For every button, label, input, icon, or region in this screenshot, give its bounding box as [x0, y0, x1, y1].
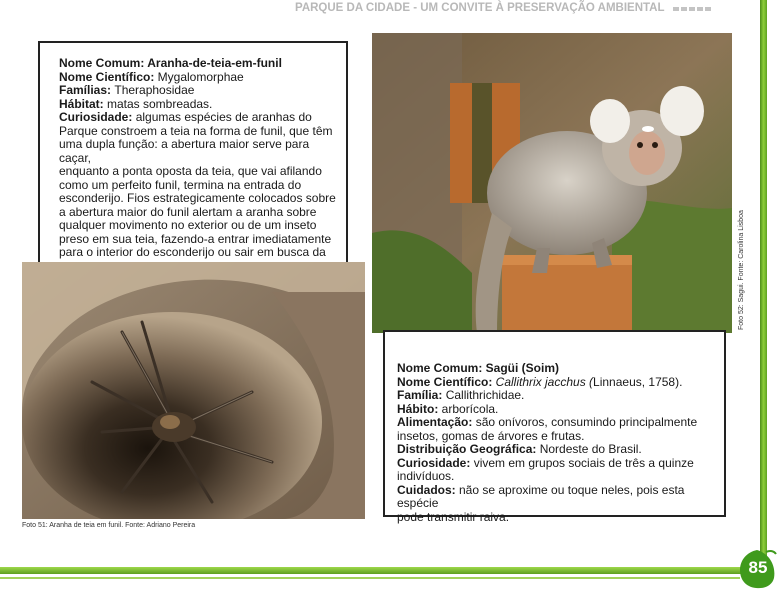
marmoset-common-name-label: Nome Comum: [397, 361, 486, 375]
spider-curiosity-line: algumas espécies de aranhas do [135, 110, 312, 124]
marmoset-common-name: Sagüi (Soim) [485, 361, 560, 375]
spider-curiosity-line: enquanto a ponta oposta da teia, que vai afilando [59, 164, 322, 178]
page-header-title: PARQUE DA CIDADE - UM CONVITE À PRESERVAÇÃO AMBIENTAL [295, 2, 665, 14]
header-dashes [673, 7, 713, 11]
spider-curiosity-line: como um perfeito funil, termina na entrada do [59, 177, 302, 192]
marmoset-family: Callithrichidae. [445, 388, 525, 402]
marmoset-curiosity: vivem em grupos sociais de três a quinze [473, 455, 694, 470]
marmoset-habit: arborícola. [441, 401, 499, 416]
marmoset-habit-label: Hábito: [397, 401, 442, 416]
marmoset-family-label: Família: [397, 388, 446, 402]
spider-curiosity-line: preso em sua teia, fazendo-a entrar imediatamente [59, 231, 332, 246]
spider-scientific-name: Mygalomorphae [157, 69, 244, 84]
spider-families-label: Famílias: [59, 83, 115, 97]
spider-curiosity-line: uma dupla função: a abertura maior serve para caçar, [59, 137, 310, 165]
spider-scientific-name-label: Nome Científico: [59, 69, 158, 84]
marmoset-distribution-label: Distribuição Geográfica: [397, 442, 540, 456]
spider-curiosity-line: Parque constroem a teia na forma de funil, que têm [59, 123, 333, 138]
spider-info-box [38, 41, 348, 265]
marmoset-scientific-name: Callithrix jacchus ( [495, 374, 594, 389]
page-number: 85 [748, 558, 768, 577]
spider-curiosity-line: para o interior do esconderijo ou sair em busca da [59, 245, 326, 259]
photo-52-caption: Foto 52: Sagui. Fonte: Carolina Lisboa [738, 210, 745, 330]
spider-common-name-label: Nome Comum: [59, 56, 148, 70]
spider-curiosity-label: Curiosidade: [59, 110, 136, 124]
spider-habitat: matas sombreadas. [107, 96, 213, 111]
marmoset-diet: são onívoros, consumindo principalmente [475, 415, 698, 429]
marmoset-distribution: Nordeste do Brasil. [539, 442, 642, 456]
spider-curiosity-line: esconderijo. Fios estrategicamente colocados sobre [59, 191, 336, 205]
marmoset-scientific-author: Linnaeus, 1758). [593, 374, 683, 389]
bottom-green-line [0, 577, 740, 579]
marmoset-info-box [383, 330, 726, 524]
marmoset-care-label: Cuidados: [397, 482, 459, 497]
spider-common-name: Aranha-de-teia-em-funil [147, 56, 282, 70]
spider-habitat-label: Hábitat: [59, 96, 107, 111]
marmoset-care: não se aproxime ou toque neles, pois esta espécie [397, 482, 685, 510]
right-green-border [760, 0, 767, 560]
marmoset-photo [372, 33, 732, 333]
marmoset-scientific-name-label: Nome Científico: [397, 374, 496, 389]
marmoset-curiosity-label: Curiosidade: [397, 455, 474, 470]
page-header [295, 2, 715, 18]
spider-photo [22, 262, 365, 519]
spider-families: Theraphosidae [114, 83, 195, 97]
spider-curiosity-line: qualquer movimento no exterior ou de um inseto [59, 218, 317, 232]
bottom-green-border [0, 567, 745, 574]
marmoset-curiosity-cont: indivíduos. [397, 469, 455, 483]
spider-curiosity-line: a abertura maior do funil alertam a aranha sobre [59, 204, 317, 219]
marmoset-diet-cont: insetos, gomas de árvores e frutas. [397, 428, 585, 443]
photo-51-caption: Foto 51: Aranha de teia em funil. Fonte: Adriano Pereira [22, 522, 196, 529]
marmoset-diet-label: Alimentação: [397, 415, 476, 429]
marmoset-care-cont: pode transmitir raiva. [397, 509, 510, 524]
